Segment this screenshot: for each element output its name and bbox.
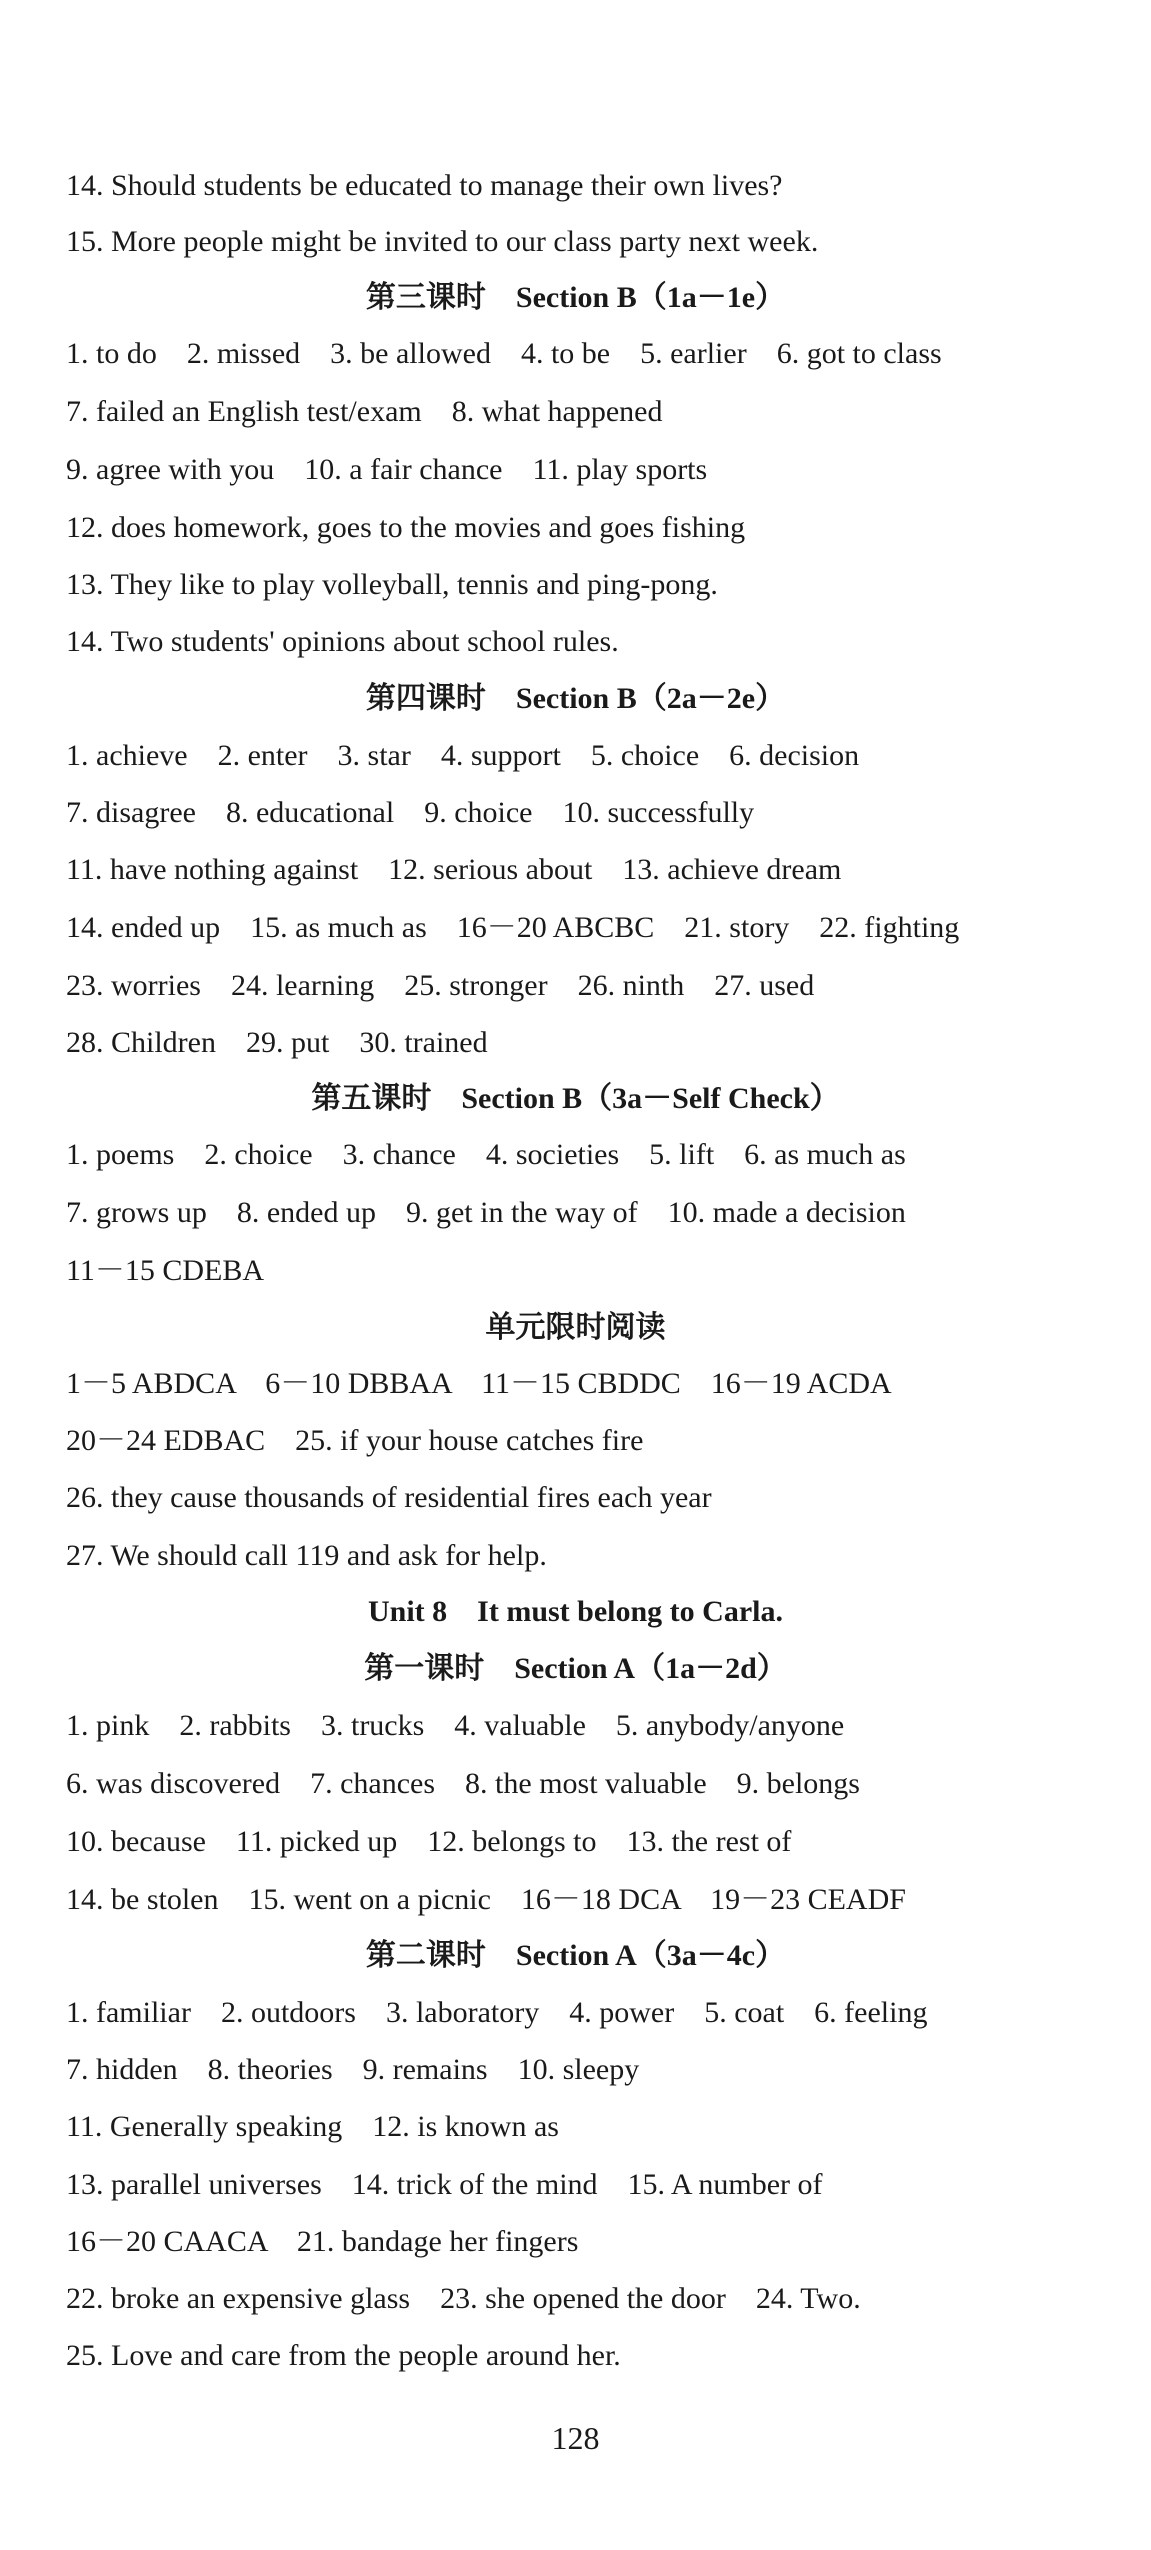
section-heading-1: 第一课时 Section A（1a－2d） — [364, 1652, 787, 1685]
line-31: 22. broke an expensive glass 23. she opened the door 24. Two. — [66, 2282, 861, 2315]
line-7: 13. They like to play volleyball, tennis and ping-pong. — [66, 568, 718, 601]
line-20: 26. they cause thousands of residential fires each year — [66, 1481, 712, 1514]
line-26: 1. familiar 2. outdoors 3. laboratory 4. power 5. coat 6. feeling — [66, 1996, 928, 2029]
line-18: 1－5 ABDCA 6－10 DBBAA 11－15 CBDDC 16－19 ACDA — [66, 1367, 892, 1400]
line-1: 14. Should students be educated to manage their own lives? — [66, 169, 783, 202]
page-number: 128 — [551, 2420, 600, 2456]
section-heading-2: 第二课时 Section A（3a－4c） — [365, 1939, 786, 1972]
unit-heading: Unit 8 It must belong to Carla. — [367, 1595, 783, 1628]
line-8: 14. Two students' opinions about school rules. — [66, 625, 619, 658]
line-16: 7. grows up 8. ended up 9. get in the way of 10. made a decision — [66, 1196, 906, 1229]
line-21: 27. We should call 119 and ask for help. — [66, 1539, 547, 1572]
section-heading-3: 第三课时 Section B（1a－1e） — [365, 281, 786, 314]
line-17: 11－15 CDEBA — [66, 1254, 265, 1287]
line-32: 25. Love and care from the people around her. — [66, 2339, 621, 2372]
line-10: 7. disagree 8. educational 9. choice 10. successfully — [66, 796, 755, 829]
section-heading-4: 第四课时 Section B（2a－2e） — [365, 682, 786, 715]
line-15: 1. poems 2. choice 3. chance 4. societies 5. lift 6. as much as — [66, 1138, 906, 1171]
line-19: 20－24 EDBAC 25. if your house catches fire — [66, 1424, 644, 1457]
line-29: 13. parallel universes 14. trick of the mind 15. A number of — [66, 2168, 823, 2201]
line-23: 6. was discovered 7. chances 8. the most valuable 9. belongs — [66, 1767, 860, 1800]
line-24: 10. because 11. picked up 12. belongs to 13. the rest of — [66, 1825, 792, 1858]
line-22: 1. pink 2. rabbits 3. trucks 4. valuable 5. anybody/anyone — [66, 1709, 845, 1742]
line-12: 14. ended up 15. as much as 16－20 ABCBC 21. story 22. fighting — [66, 911, 960, 944]
line-3: 1. to do 2. missed 3. be allowed 4. to be 5. earlier 6. got to class — [66, 337, 942, 370]
line-25: 14. be stolen 15. went on a picnic 16－18 DCA 19－23 CEADF — [66, 1883, 906, 1916]
line-5: 9. agree with you 10. a fair chance 11. play sports — [66, 453, 708, 486]
line-13: 23. worries 24. learning 25. stronger 26. ninth 27. used — [66, 969, 815, 1002]
section-heading-5: 第五课时 Section B（3a－Self Check） — [311, 1082, 840, 1115]
line-14: 28. Children 29. put 30. trained — [66, 1026, 488, 1059]
line-28: 11. Generally speaking 12. is known as — [66, 2110, 559, 2143]
line-27: 7. hidden 8. theories 9. remains 10. sleepy — [66, 2053, 640, 2086]
line-9: 1. achieve 2. enter 3. star 4. support 5. choice 6. decision — [66, 739, 860, 772]
section-heading-reading: 单元限时阅读 — [485, 1311, 666, 1344]
line-6: 12. does homework, goes to the movies and goes fishing — [66, 511, 746, 544]
line-11: 11. have nothing against 12. serious about 13. achieve dream — [66, 853, 842, 886]
line-4: 7. failed an English test/exam 8. what happened — [66, 395, 663, 428]
line-30: 16－20 CAACA 21. bandage her fingers — [66, 2225, 579, 2258]
line-2: 15. More people might be invited to our class party next week. — [66, 225, 819, 258]
